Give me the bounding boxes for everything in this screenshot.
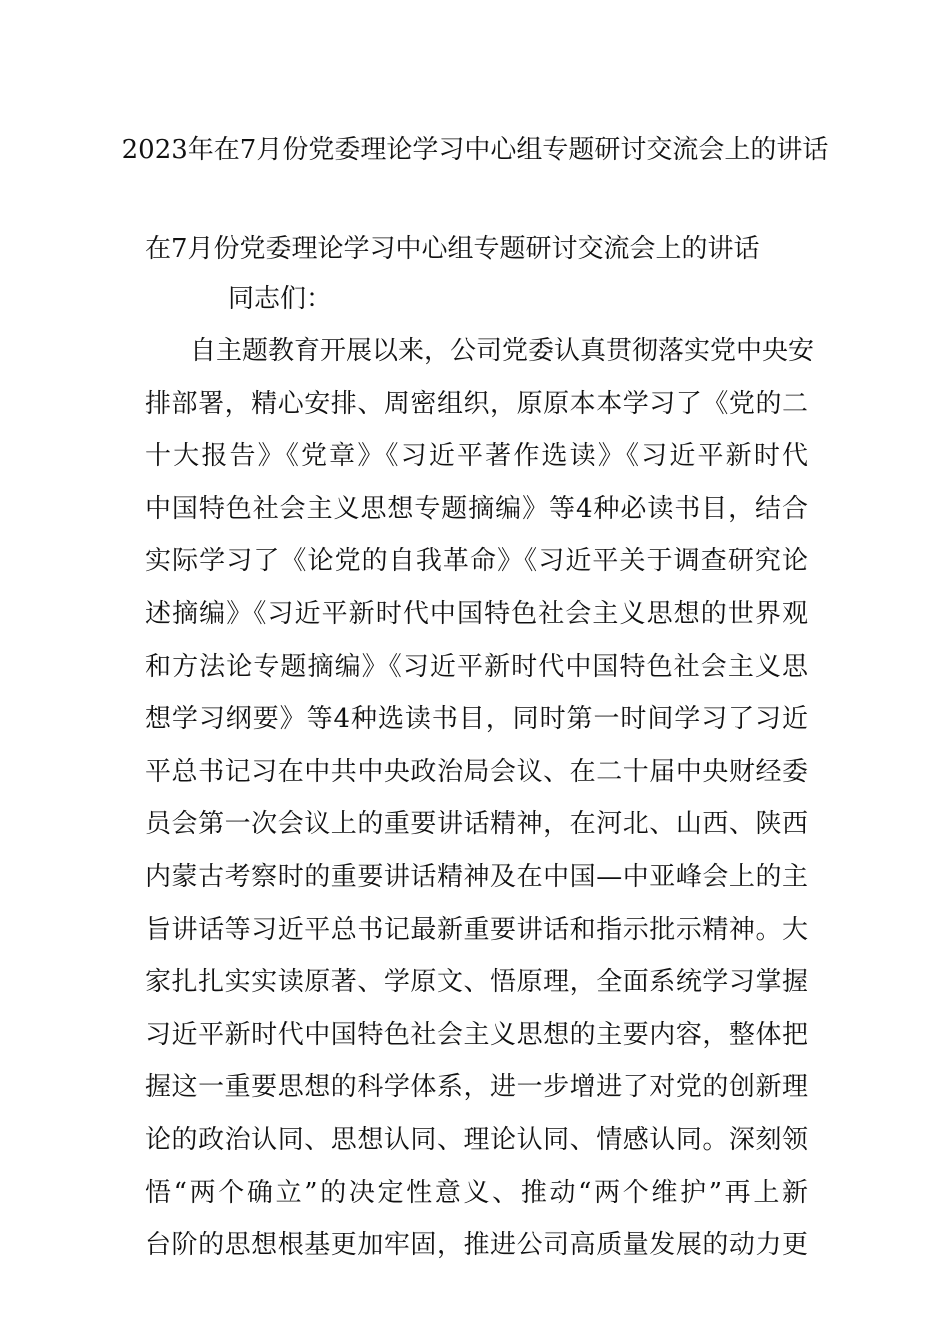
body-line: 家扎扎实实读原著、学原文、悟原理，全面系统学习掌握 bbox=[145, 967, 808, 998]
body-paragraph bbox=[145, 329, 815, 1276]
body-line: 述摘编》《习近平新时代中国特色社会主义思想的世界观 bbox=[145, 598, 808, 629]
body-line: 台阶的思想根基更加牢固，推进公司高质量发展的动力更 bbox=[145, 1230, 808, 1261]
body-line: 论的政治认同、思想认同、理论认同、情感认同。深刻领 bbox=[145, 1124, 808, 1155]
body-line: 平总书记习在中共中央政治局会议、在二十届中央财经委 bbox=[145, 756, 808, 787]
body-line: 员会第一次会议上的重要讲话精神，在河北、山西、陕西 bbox=[145, 809, 808, 840]
body-line: 排部署，精心安排、周密组织，原原本本学习了《党的二 bbox=[145, 388, 808, 419]
body-line: 习近平新时代中国特色社会主义思想的主要内容，整体把 bbox=[145, 1019, 808, 1050]
body-line: 内蒙古考察时的重要讲话精神及在中国—中亚峰会上的主 bbox=[145, 861, 808, 892]
body-line: 想学习纲要》等4种选读书目，同时第一时间学习了习近 bbox=[145, 704, 808, 735]
body-line: 握这一重要思想的科学体系，进一步增进了对党的创新理 bbox=[145, 1072, 808, 1103]
document-subtitle: 在7月份党委理论学习中心组专题研讨交流会上的讲话 bbox=[145, 234, 760, 264]
body-line: 和方法论专题摘编》《习近平新时代中国特色社会主义思 bbox=[145, 651, 808, 682]
body-line: 悟“两个确立”的决定性意义、推动“两个维护”再上新 bbox=[145, 1177, 808, 1208]
salutation: 同志们： bbox=[228, 284, 333, 314]
body-line: 旨讲话等习近平总书记最新重要讲话和指示批示精神。大 bbox=[145, 914, 808, 945]
body-line: 中国特色社会主义思想专题摘编》等4种必读书目，结合 bbox=[145, 493, 808, 524]
body-line: 实际学习了《论党的自我革命》《习近平关于调查研究论 bbox=[145, 546, 808, 577]
body-line: 自主题教育开展以来，公司党委认真贯彻落实党中央安 bbox=[190, 336, 815, 366]
body-line: 十大报告》《党章》《习近平著作选读》《习近平新时代 bbox=[145, 441, 808, 472]
document-title: 2023年在7月份党委理论学习中心组专题研讨交流会上的讲话 bbox=[121, 135, 829, 165]
